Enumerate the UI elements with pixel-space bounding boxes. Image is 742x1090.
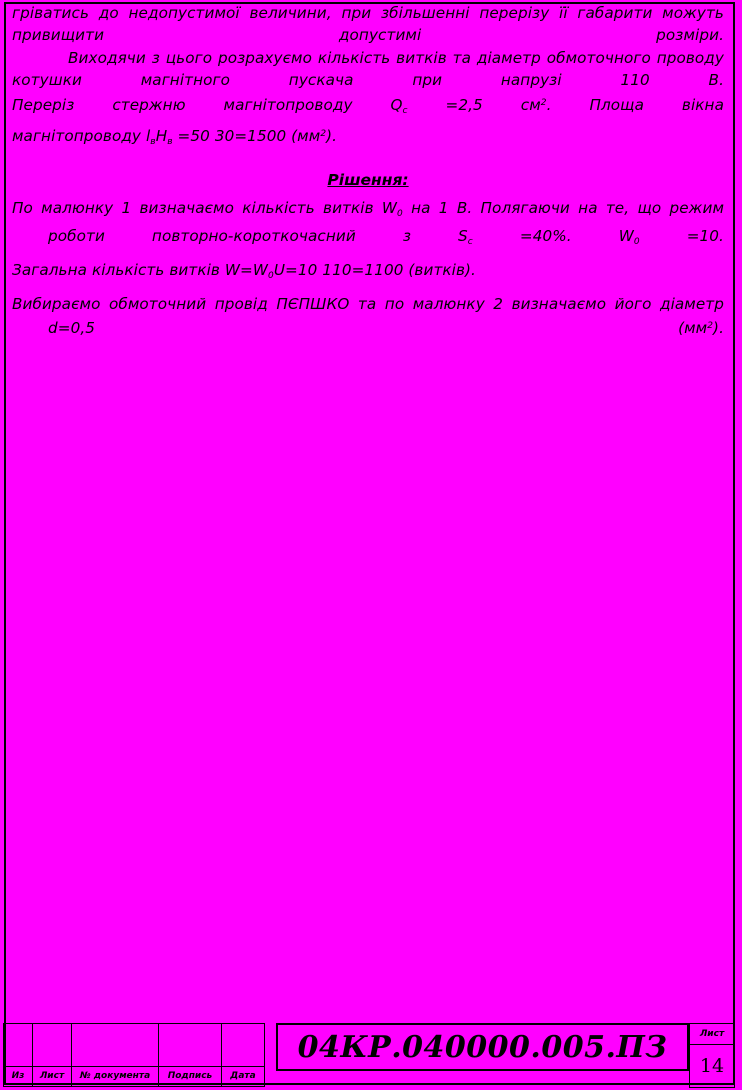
line-total-turns <box>12 259 724 287</box>
stamp-cell-doc-top <box>71 1023 159 1067</box>
core-section-suffix: . Площа вікна <box>546 96 724 114</box>
total-turns-suffix: U=10 110=1100 (витків). <box>273 261 476 279</box>
turns-mid: на 1 В. Полягаючи на те, що режим роботи повторно-короткочасний з S <box>48 199 724 245</box>
core-section-prefix: Переріз стержню магнітопроводу Q <box>12 96 403 114</box>
paragraph-calculation-intro: Виходячи з цього розрахуємо кількість витків та діаметр обмоточного проводу котушки магнітного пускача при напрузі 110 В. <box>12 49 724 89</box>
stamp-header-iz: Из <box>3 1066 33 1087</box>
turns-sub1: 0 <box>397 209 403 219</box>
window-area-sup: 2 <box>320 129 327 139</box>
turns-sub2: с <box>467 237 473 247</box>
document-body <box>12 2 724 340</box>
window-area-mid: H <box>155 127 168 145</box>
turns-prefix: По малюнку 1 визначаємо кількість витків W <box>12 199 398 217</box>
stamp-grid <box>4 1023 735 1088</box>
turns-mid2: =40%. W <box>472 227 634 245</box>
document-code-box: 04КР.040000.005.ПЗ <box>276 1023 689 1071</box>
solution-heading: Рішення: <box>327 171 409 189</box>
stamp-header-list: Лист <box>32 1066 72 1087</box>
line-window-area <box>12 123 724 153</box>
window-area-suffix: ). <box>326 127 338 145</box>
stamp-header-date: Дата <box>221 1066 265 1087</box>
turns-suffix: =10. <box>639 227 724 245</box>
stamp-cell-signature-top <box>158 1023 222 1067</box>
wire-suffix: ). <box>713 319 724 337</box>
sheet-label: Лист <box>689 1023 735 1045</box>
paragraph-continued: гріватись до недопустимої величини, при збільшенні перерізу її габарити можуть привищити допустимі розміри. <box>12 4 724 44</box>
turns-sub3: 0 <box>633 237 640 247</box>
stamp-header-doc: № документа <box>71 1066 159 1087</box>
line-core-section <box>12 92 724 122</box>
line-wire-selection <box>12 293 724 339</box>
window-area-sub1: в <box>150 137 156 147</box>
stamp-cell-iz-top <box>3 1023 33 1067</box>
total-turns-prefix: Загальна кількість витків W=W <box>12 261 268 279</box>
title-block-stamp <box>4 1023 735 1088</box>
wire-sup: 2 <box>707 321 714 331</box>
total-turns-sub: 0 <box>267 271 274 281</box>
window-area-mid2: =50 30=1500 (мм <box>172 127 321 145</box>
window-area-sub2: в <box>167 137 173 147</box>
core-section-sub: с <box>402 106 408 116</box>
stamp-header-signature: Подпись <box>158 1066 222 1087</box>
core-section-mid: =2,5 см <box>407 96 541 114</box>
stamp-header-row <box>4 1066 265 1087</box>
stamp-cell-list-top <box>32 1023 72 1067</box>
stamp-cell-date-top <box>221 1023 265 1067</box>
core-section-sup: 2 <box>540 98 547 108</box>
window-area-prefix: магнітопроводу l <box>12 127 151 145</box>
wire-prefix: Вибираємо обмоточний провід ПЄПШКО та по малюнку 2 визначаємо його діаметр d=0,5 (мм <box>12 295 724 337</box>
stamp-top-row <box>4 1023 265 1067</box>
line-turns-per-volt <box>12 197 724 253</box>
sheet-number: 14 <box>689 1044 735 1088</box>
